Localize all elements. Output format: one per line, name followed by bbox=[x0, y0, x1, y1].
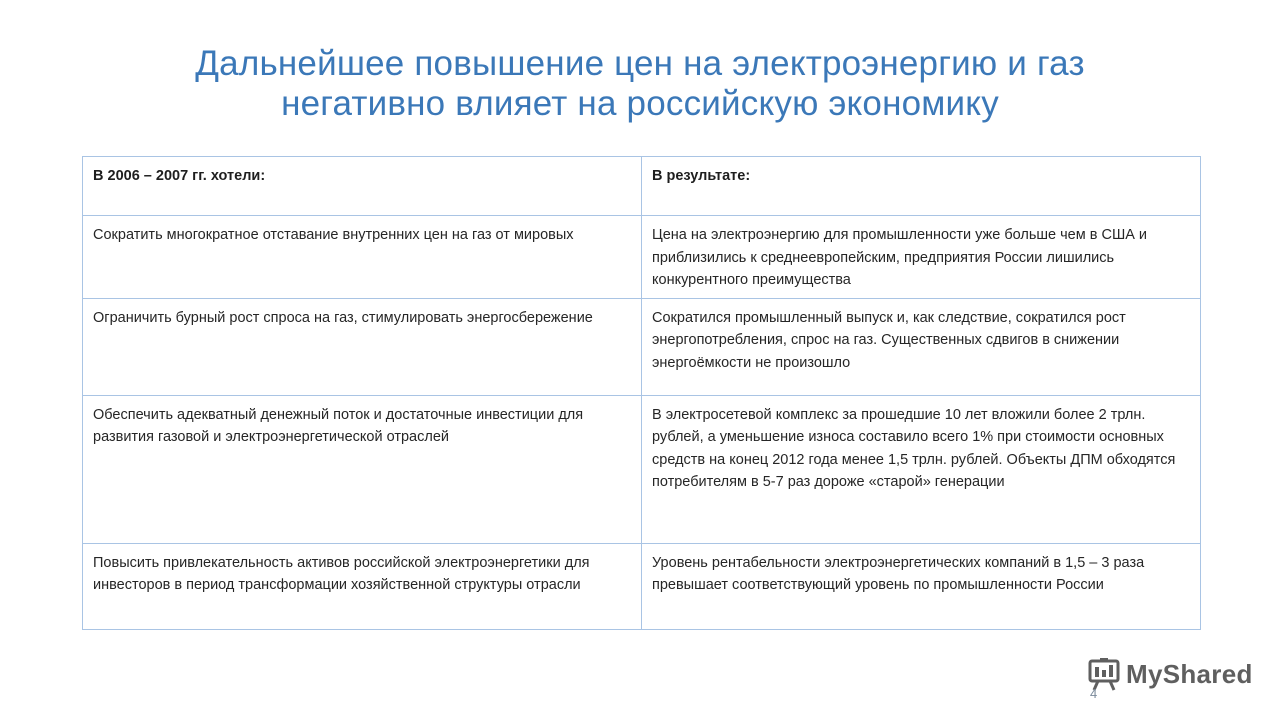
table-row bbox=[83, 395, 1201, 543]
table-row bbox=[83, 216, 1201, 299]
table-row bbox=[83, 543, 1201, 629]
result-cell: В электросетевой комплекс за прошедшие 10 лет вложили более 2 трлн. рублей, а уменьшение износа составило всего 1% при стоимости основных средств на конец 2012 года менее 1,5 трлн. рублей. Объекты ДПМ обходятся потребителям в 5-7 раз дороже «старой» генерации bbox=[642, 395, 1201, 543]
result-cell: Уровень рентабельности электроэнергетических компаний в 1,5 – 3 раза превышает соответствующий уровень по промышленности России bbox=[642, 543, 1201, 629]
watermark bbox=[1088, 656, 1253, 692]
slide-title-line-2: негативно влияет на российскую экономику bbox=[281, 84, 999, 123]
slide-title-line-1: Дальнейшее повышение цен на электроэнергию и газ bbox=[195, 44, 1085, 83]
goal-cell: Повысить привлекательность активов российской электроэнергетики для инвесторов в период трансформации хозяйственной структуры отрасли bbox=[83, 543, 642, 629]
goal-cell: Ограничить бурный рост спроса на газ, стимулировать энергосбережение bbox=[83, 298, 642, 395]
slide-title bbox=[120, 44, 1160, 124]
watermark-text: MyShared bbox=[1126, 658, 1253, 689]
result-cell: Цена на электроэнергию для промышленности уже больше чем в США и приблизились к среднеевропейским, предприятия России лишились конкурентного преимущества bbox=[642, 216, 1201, 299]
result-cell: Сократился промышленный выпуск и, как следствие, сократился рост энергопотребления, спрос на газ. Существенных сдвигов в снижении энергоёмкости не произошло bbox=[642, 298, 1201, 395]
table-row bbox=[83, 298, 1201, 395]
comparison-table bbox=[82, 156, 1201, 630]
header-results: В результате: bbox=[642, 157, 1201, 216]
page-number: 4 bbox=[1090, 686, 1098, 701]
goal-cell: Обеспечить адекватный денежный поток и достаточные инвестиции для развития газовой и электроэнергетической отраслей bbox=[83, 395, 642, 543]
header-goals: В 2006 – 2007 гг. хотели: bbox=[83, 157, 642, 216]
goal-cell: Сократить многократное отставание внутренних цен на газ от мировых bbox=[83, 216, 642, 299]
table-header-row bbox=[83, 157, 1201, 216]
